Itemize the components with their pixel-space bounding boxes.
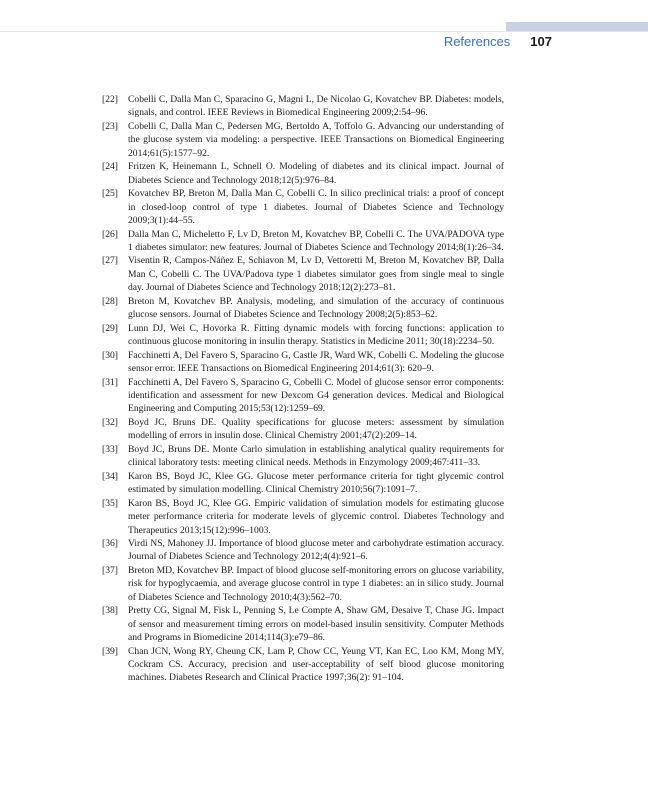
reference-number: [33] bbox=[102, 443, 118, 455]
reference-number: [37] bbox=[102, 564, 118, 576]
reference-number: [36] bbox=[102, 537, 118, 549]
reference-text: Kovatchev BP, Breton M, Dalla Man C, Cobelli C. In silico preclinical trials: a proof of concept in closed-loop control of type 1 diabetes. Journal of Diabetes Science and Technology 2009;3(1):44–55. bbox=[128, 188, 504, 227]
reference-item bbox=[102, 416, 504, 443]
reference-number: [25] bbox=[102, 188, 118, 200]
reference-text: Virdi NS, Mahoney JJ. Importance of blood glucose meter and carbohydrate estimation accuracy. Journal of Diabetes Science and Technology 2012;4(4):921–6. bbox=[128, 537, 504, 563]
reference-text: Facchinetti A, Del Favero S, Sparacino G, Cobelli C. Model of glucose sensor error components: identification and assessment for new Dexcom G4 generation devices. Medical and Biological Engineering and Computing 2015;53(12):1259–69. bbox=[128, 376, 504, 415]
reference-item bbox=[102, 228, 504, 255]
reference-text: Boyd JC, Bruns DE. Monte Carlo simulation in establishing analytical quality requirements for clinical laboratory tests: meeting clinical needs. Methods in Enzymology 2009;467:411–33. bbox=[128, 443, 504, 469]
reference-item bbox=[102, 120, 504, 160]
reference-number: [30] bbox=[102, 349, 118, 361]
reference-number: [23] bbox=[102, 120, 118, 132]
reference-item bbox=[102, 564, 504, 604]
reference-number: [27] bbox=[102, 255, 118, 267]
reference-text: Breton M, Kovatchev BP. Analysis, modeling, and simulation of the accuracy of continuous glucose sensors. Journal of Diabetes Science and Technology 2008;2(5):853–62. bbox=[128, 295, 504, 321]
reference-text: Chan JCN, Wong RY, Cheung CK, Lam P, Chow CC, Yeung VT, Kan EC, Loo KM, Mong MY, Cockram CS. Accuracy, precision and user-acceptability of self blood glucose monitoring machines. Diabetes Research and Clinical Practice 1997;36(2): 91–104. bbox=[128, 645, 504, 684]
reference-item bbox=[102, 604, 504, 644]
reference-text: Visentin R, Campos-Náñez E, Schiavon M, Lv D, Vettoretti M, Breton M, Kovatchev BP, Dalla Man C, Cobelli C. The UVA/Padova type 1 diabetes simulator goes from single meal to single day. Journal of Diabetes Science and Technology 2018;12(2):273–81. bbox=[128, 255, 504, 294]
reference-item bbox=[102, 443, 504, 470]
reference-number: [26] bbox=[102, 228, 118, 240]
reference-item bbox=[102, 349, 504, 376]
reference-text: Boyd JC, Bruns DE. Quality specifications for glucose meters: assessment by simulation modelling of errors in insulin dose. Clinical Chemistry 2001;47(2):209–14. bbox=[128, 416, 504, 442]
reference-number: [24] bbox=[102, 161, 118, 173]
reference-text: Karon BS, Boyd JC, Klee GG. Glucose meter performance criteria for tight glycemic control estimated by simulation modelling. Clinical Chemistry 2010;56(7):1091–7. bbox=[128, 470, 504, 496]
reference-list bbox=[102, 93, 504, 685]
reference-item bbox=[102, 160, 504, 187]
reference-text: Karon BS, Boyd JC, Klee GG. Empiric validation of simulation models for estimating glucose meter performance criteria for moderate levels of glycemic control. Diabetes Technology and Therapeutics 2013;15(12):996–1003. bbox=[128, 497, 504, 536]
reference-item bbox=[102, 645, 504, 685]
reference-text: Lunn DJ, Wei C, Hovorka R. Fitting dynamic models with forcing functions: application to continuous glucose monitoring in insulin therapy. Statistics in Medicine 2011; 30(18):2234–50. bbox=[128, 322, 504, 348]
reference-text: Fritzen K, Heinemann L, Schnell O. Modeling of diabetes and its clinical impact. Journal of Diabetes Science and Technology 2018;12(5):976–84. bbox=[128, 161, 504, 186]
header-rule bbox=[0, 31, 648, 32]
reference-number: [28] bbox=[102, 295, 118, 307]
reference-text: Cobelli C, Dalla Man C, Pedersen MG, Bertoldo A, Toffolo G. Advancing our understanding of the glucose system via modeling: a perspective. IEEE Transactions on Biomedical Engineering 2014;61(5):1577–92. bbox=[128, 120, 504, 159]
reference-number: [35] bbox=[102, 497, 118, 509]
reference-item bbox=[102, 497, 504, 537]
reference-text: Breton MD, Kovatchev BP. Impact of blood glucose self-monitoring errors on glucose variability, risk for hypoglycaemia, and average glucose control in type 1 diabetes: an in silico study. Journal of Diabetes Science and Technology 2010;4(3):562–70. bbox=[128, 564, 504, 603]
reference-text: Cobelli C, Dalla Man C, Sparacino G, Magni L, De Nicolao G, Kovatchev BP. Diabetes: models, signals, and control. IEEE Reviews in Biomedical Engineering 2009;2:54–96. bbox=[128, 94, 504, 119]
header-accent-bar bbox=[506, 22, 648, 31]
reference-number: [39] bbox=[102, 645, 118, 657]
reference-number: [32] bbox=[102, 416, 118, 428]
reference-item bbox=[102, 470, 504, 497]
reference-number: [31] bbox=[102, 376, 118, 388]
reference-text: Facchinetti A, Del Favero S, Sparacino G, Castle JR, Ward WK, Cobelli C. Modeling the glucose sensor error. IEEE Transactions on Biomedical Engineering 2014;61(3): 620–9. bbox=[128, 349, 504, 375]
reference-number: [29] bbox=[102, 322, 118, 334]
page-number: 107 bbox=[530, 34, 552, 49]
reference-item bbox=[102, 376, 504, 416]
running-header bbox=[444, 34, 552, 49]
reference-item bbox=[102, 93, 504, 120]
reference-item bbox=[102, 322, 504, 349]
reference-item bbox=[102, 295, 504, 322]
reference-item bbox=[102, 187, 504, 227]
reference-item bbox=[102, 254, 504, 294]
reference-number: [34] bbox=[102, 470, 118, 482]
reference-text: Dalla Man C, Micheletto F, Lv D, Breton M, Kovatchev BP, Cobelli C. The UVA/PADOVA type 1 diabetes simulator: new features. Journal of Diabetes Science and Technology 2014;8(1):26–34. bbox=[128, 228, 504, 253]
reference-text: Pretty CG, Signal M, Fisk L, Penning S, Le Compte A, Shaw GM, Desaive T, Chase JG. Impact of sensor and measurement timing errors on model-based insulin sensitivity. Computer Methods and Programs in Biomedicine 2014;114(3):e79–86. bbox=[128, 605, 504, 644]
reference-number: [38] bbox=[102, 605, 118, 617]
reference-number: [22] bbox=[102, 94, 118, 105]
section-title: References bbox=[443, 34, 511, 49]
reference-item bbox=[102, 537, 504, 564]
